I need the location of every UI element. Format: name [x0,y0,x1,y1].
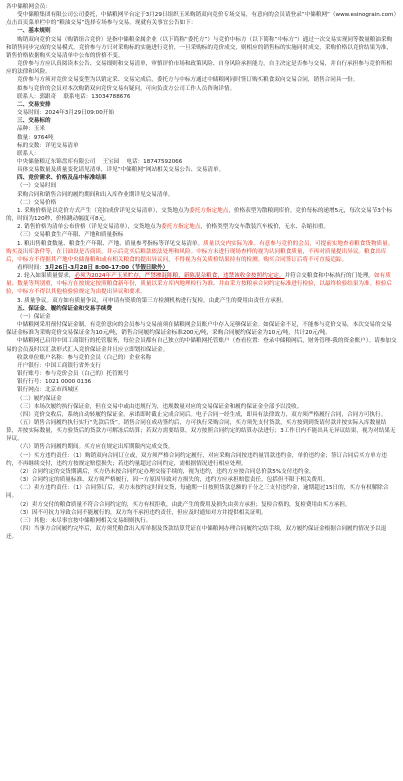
quality-dispute: 3. 质量争议。双方如有质量争议，可申请有资质的第三方检测机构进行复检，由此产生的费用由责任方承担。 [17,297,288,304]
section-1-title: 一、基本规则 [17,28,51,35]
quality-rule-1-highlight: 质量以交内实际为准。有意参与竞价的会员，可提前实地查看粮食货物质量。购买及出库条件等，在日油设是否商谈，并示后竞买后粮款依法处理和风险。中标方未进行现场查样的视为认同粮食质量，不再对质量提出异议。粮食出库后，中标方不得据其产地中央储备粮和或有相关粮食的提出异议问，不得视为有关质检结果持有的检测。购买合同签订后将不可直接追踪。 [6,240,394,263]
breach-seller-1: （二）卖方违约责任：（1）合同签订后，卖方未按约定时间交货，每逾期一日按照货款总额的千分之三支付违约金，逾期超过15日的，买方有权解除合同。 [6,485,389,500]
purchase-location-highlight: 委托方指定地点 [189,207,229,214]
quality-rule-2-highlight: 必须为2024年产玉米贮存，严禁掺混陈粮，新陈混杂粮食，违禁该收金按照约定定。 [74,273,285,280]
section-1-paragraph-4: 拟参与竞价的会员对本次购销双向竞价交易有疑问，可向负责方公司工作人员咨询详情。 [17,85,236,92]
viewing-label: 看样时间： [17,265,45,271]
subsection-4-3: （三）交易粮食生产年限、产地和质量指标 [17,232,124,239]
viewing-line [6,264,397,272]
section-1-paragraph-3: 竞价参与方须对竞价交易变型为以销定采、交易完成后，委托方与中标方通过中储粮网同时签订购买粮食双向交易合同，销售合同具一份。 [17,77,359,84]
other-terms: （三）其他：未尽事宜按中储粮网相关交易细则执行。 [17,517,152,524]
sales-location-highlight: 委托方指定地点 [161,224,201,231]
subsection-5-2: （二）履约保证金 [17,395,62,402]
breach-seller-2: （2）卖方交付的粮食质量不符合合同约定的，买方有权拒收，由此产生的费用及损失由卖方承担；复检合格的，复检费用由买方承担。 [17,501,351,508]
breach-buyer-3: （3）合同约定的质量标准、双方须严格履行，因一方原因导致对方损失的，违约方应承担赔偿责任，包括但不限于相关费用。 [17,477,329,484]
deposit-text-1: 中储粮网采用预付保证金制，有竞价意向的会员参与交易前须在储粮网会员账户中存入足够保证金。如保证金不足，不能参与竞价交易，本次交易的交易保证金标准为采购竞价交易保证金为10元/吨，销售合同履约保证金标准200元/吨，采购合同履约保证金为10元/吨，共计20元/吨。 [6,322,392,337]
sales-price-text: 2. 销售价格为清单公布价格（详见交易清单），交货地点为 [17,224,162,231]
quality-rule-2-mid: 并符合交粮食和中标执行的门处理。 [284,273,375,280]
bank-code: 银行行号：1021 0000 0136 [17,379,92,386]
completion-terms: （四）当事方合同履约完毕后，双方须凭粮食出入库单据及货款结算凭证在中储粮网办理合同履约完结手续，双方履约保证金根据合同履约情况予以退还。 [6,526,387,541]
sales-price-rule [6,223,397,231]
contact-line [6,93,397,101]
purchase-price-rule [6,207,397,223]
quality-rule-2-text: 2. 轮入如果质量要求， [17,273,75,280]
subsection-5-3: （四）竞价交收后，系统自动转履约保证金，承诺即时截止完成合同后。电子合同一经生成，即具有法律效力，双方须严格履行合同，合同方可执行。 [17,411,387,418]
subsection-4-1: （一）交易时间 [17,183,57,190]
subsection-5-6-text: 。买方应在规定出库期限内完成交货。 [78,444,174,451]
contact-phone: 13034788676 [91,93,131,100]
quality-rule-1 [6,240,397,264]
bank-branch: 银行网点：北京市西城区 [17,387,79,394]
purchase-price-tail: ，价格表型为散粮到库价。竞价每标的递增5元，每次交易节3个标的，时间为120秒，价格跳动幅度可8元。 [6,207,393,223]
receiver-label: 收款单位账户名称： [17,354,68,361]
entrust-line [6,158,397,166]
deposit-text-2: 中储粮网已启用中国工商银行的托管服务，每位会员都有自己独立的中储粮网托管账户（查看位置：登录中储粮网后，财务管理-我的资金账户）。请参加交易的会员及时以汇款形式汇入竞价保证金并且应立即划扣保证金。 [6,338,397,353]
bank-account: 银行账号：参与竞价会员（白己的）托管账号 [17,371,129,378]
item-variety: 品种：玉米 [17,126,45,133]
subsection-5-2-text: （三）本场次履约执行保证金，但在交易中或由违规行为，违规数量对应的交易保证金和履约保证金全部予以没收。 [17,403,303,410]
subsection-5-4-title: （五）销售合同履约执行实行“先款后货” [17,419,118,426]
subsection-5-6-title: （六）销售合同履约期间 [17,444,79,451]
salutation: 各中储粮网会员： [6,4,51,10]
breach-buyer-1: （一）买方违约责任：（1）购销双向合同订立或，双方须严格合同约定履行，对应采购合同按违约量罚款违约金，单价违约金；签订合同后买方单方违约，不再继续交付，违约方按规定赔偿损失；若违约量超过合同约定，需根据情况进行相应处理。 [6,452,387,467]
receiver-value: 参与竞价会员（白己的）企业名称 [67,354,152,361]
subsection-4-1-text: 采购合同和销售合同的履约期间和出入库作业期详见交易清单。 [17,191,174,198]
contact-name: 郭跟奇 [39,93,57,100]
quality-rule-1-text: 1. 粮出售粮食数量、粮食生产年限、产地、质量参考指标等详见交易清单。 [17,240,204,247]
intro-paragraph: 受中储粮集团有限公司公司委托，中储粮网平台定于3月29日组织玉米购销双向竞价专场交易，有意向的会员请登录“中储粮网”（www.esinograin.com）点击首页菜单栏中的“粮油交易”选择专场参与交易。现就有关事宜公告如下： [6,12,397,27]
breach-seller-3: （3）因不可抗力导致合同不能履行的，双方均不承担违约责任，但应及时通知对方并提供相关证明。 [17,509,267,516]
section-1-paragraph-1: 购销双向竞价交易（购销组合竞价）是指中储粮金属企业（以下简称“委托方”）与竞价中标方（以下简称“中标方”）通过一次交易实现同等数量粮油采购和销售同步完成的交易模式。竞价参与方只对采购标的实施进行竞价，一旦采购标的竞价成交，则相应的销售标的实施同时成交，采购价格以竞价结果为准，销售价格依据购买交易清单中公布的价格不变。 [6,36,393,59]
item-quantity: 数量：9764吨 [17,134,54,141]
contact-label: 联系人： [17,93,40,100]
entrust-label: 联系人： [17,150,40,157]
quality-rule-2 [6,272,397,296]
trade-time: 交易时间：2024年3月29日09:00开始 [17,110,114,117]
purchase-price-text: 1. 采购价格是以竞价方式产生（竞拍成价详见交易清单），交货地点为 [17,207,190,214]
detail-note: 具体交易数量及质量变化请见清单，详见“中储粮网”网站相关交易公告、交易清单。 [17,167,225,174]
breach-buyer-2: （2）合同约定的交货期满后，买方仍未按合同约定办理交接手续的，视为违约，违约方应按合同总价款5%支付违约金。 [17,468,315,475]
receiver-line [6,354,397,362]
section-2-title: 二、交易安排 [17,101,51,108]
subsection-5-1: （一）保证金 [17,313,51,320]
subsection-5-4 [6,419,397,443]
subsection-5-4-text: 。销售合同在成功签约后，方可执行采购合同，买方须先支付货款，买方按到到货请付款并按实际入库数量结算，并按实际数量，买方验货后的货款方可解冻后结算；若双方需要结算，双方按照合同约定的结算办法进行；3工作日内不能出具无异议结果，视为对结果无异议。 [6,419,396,443]
quality-rule-2-highlight-2: 如有质量、数量等判别重，中标方在按规定按照粮食新年份，质量以采方库内地理检行为准。并由采方按粮承合同约定标准进行检验，以最终检验结果为准。检验后验，中标方不得以其他检验验规定为由提出异议和要求。 [6,273,392,296]
subsection-4-2: （二）交易价格 [17,199,57,206]
section-4-title: 四、竞价需求、价格及品中标准结果 [17,175,107,182]
section-3-title: 三、交易标的 [17,118,51,125]
entrust-company: 中央储备粮辽东锦盘库有限公司 [17,158,96,165]
bank-name: 开户银行：中国工商银行省外支行 [17,362,101,369]
section-5-title: 五、保证金、履约保证金和交易手续费 [17,305,113,312]
entrust-person: 王宝园 [102,158,120,165]
viewing-time: 3月26日-3月28日 8:00-17:00（节假日除外） [44,265,169,271]
section-1-paragraph-2: 竞价参与方应认真阅读本公告、交易细则和交易清单，审慎评价市场和政策风险、自身风险承担能力，自主决定是否参与交易，并自行承担参与竞价所相应的法律和风险。 [6,61,392,76]
sales-price-tail: ，价格类型为交车散装汽车板价，无水、杂缩扣重。 [200,224,330,231]
contact-phone-label: 联系电话： [63,93,92,100]
item-spec: 标的交数：详见交易清单 [17,142,79,149]
subsection-5-6 [6,443,397,451]
entrust-phone: 电话：18747592066 [126,158,183,165]
